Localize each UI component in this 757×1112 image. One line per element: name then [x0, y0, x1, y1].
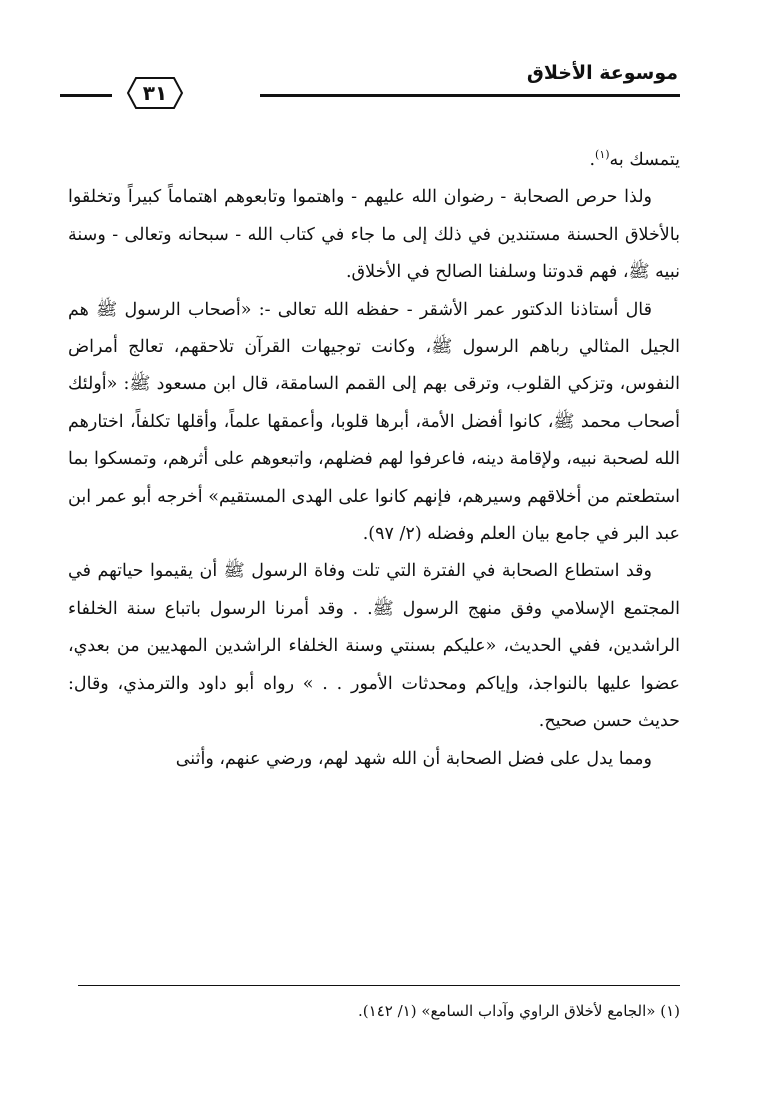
line-11: استطعتم من أخلاقهم وسيرهم، فإنهم كانوا على الهدى المستقيم» أخرجه — [157, 486, 680, 507]
line-4: سبحانه وتعالى - وسنة نبيه ﷺ، فهم قدوتنا وسلفنا الصالح في الأخلاق. — [68, 224, 680, 283]
page-header — [60, 58, 680, 118]
line-19: ومما يدل على فضل الصحابة أن الله شهد لهم، ورضي عنهم، وأثنى — [175, 748, 652, 769]
line-17: ومحدثات الأمور . . » رواه أبو داود والترمذي، وقال: حديث حسن — [68, 673, 680, 732]
line-9: الأمة، أبرها قلوبا، وأعمقها علماً، وأقلها تكلفاً، اختارهم الله لصحبة نبيه، — [68, 411, 680, 470]
header-rule-right — [260, 94, 680, 97]
line-14: حياتهم في المجتمع الإسلامي وفق منهج الرسول ﷺ. . وقد أمرنا — [68, 561, 680, 619]
line-2: ولذا حرص الصحابة - رضوان الله عليهم - واهتموا وتابعوهم اهتماماً — [167, 187, 652, 208]
paragraph-1 — [68, 142, 680, 179]
header-rule-left — [60, 94, 112, 97]
line-13: وقد استطاع الصحابة في الفترة التي تلت وفاة الرسول ﷺ أن يقيموا — [149, 561, 653, 582]
line-1: يتمسك به — [609, 150, 680, 170]
line-3: كبيراً وتخلقوا بالأخلاق الحسنة مستندين في ذلك إلى ما جاء في كتاب الله - — [68, 187, 680, 245]
line-6: الرسول ﷺ هم الجيل المثالي رباهم الرسول ﷺ، وكانت توجيهات القرآن — [68, 299, 681, 358]
book-title: موسوعة الأخلاق — [526, 62, 678, 84]
body-text — [68, 142, 680, 778]
line-16: الخلفاء الراشدين المهديين من بعدي، عضوا عليها بالنواجذ، وإياكم — [68, 636, 680, 694]
page-number-text: ٣١ — [142, 81, 168, 105]
line-1-end: . — [589, 150, 596, 170]
footnote-divider — [78, 985, 680, 986]
footnote-marker: (١) — [595, 148, 610, 162]
line-18: صحيح. — [538, 711, 588, 732]
line-7: تلاحقهم، تعالج أمراض النفوس، وتزكي القلوب، وترقى بهم إلى القمم — [68, 337, 680, 395]
paragraph-3 — [68, 292, 680, 554]
line-8: السامقة، قال ابن مسعود ﷺ: «أولئك أصحاب محمد ﷺ، كانوا أفضل — [68, 374, 680, 432]
line-12: أبو عمر ابن عبد البر في جامع بيان العلم وفضله (٢/ ٩٧). — [68, 486, 680, 545]
line-10: ولإقامة دينه، فاعرفوا لهم فضلهم، واتبعوهم على أثرهم، وتمسكوا بما — [68, 449, 561, 470]
line-5: قال أستاذنا الدكتور عمر الأشقر - حفظه الله تعالى -: «أصحاب — [187, 299, 652, 320]
page-number — [126, 76, 184, 110]
paragraph-2 — [68, 179, 680, 291]
paragraph-4 — [68, 553, 680, 740]
footnote: (١) «الجامع لأخلاق الراوي وآداب السامع» (١/ ١٤٢). — [358, 1002, 680, 1020]
line-15: الرسول باتباع سنة الخلفاء الراشدين، ففي الحديث، «عليكم بسنتي وسنة — [68, 598, 680, 657]
paragraph-5 — [68, 741, 680, 778]
